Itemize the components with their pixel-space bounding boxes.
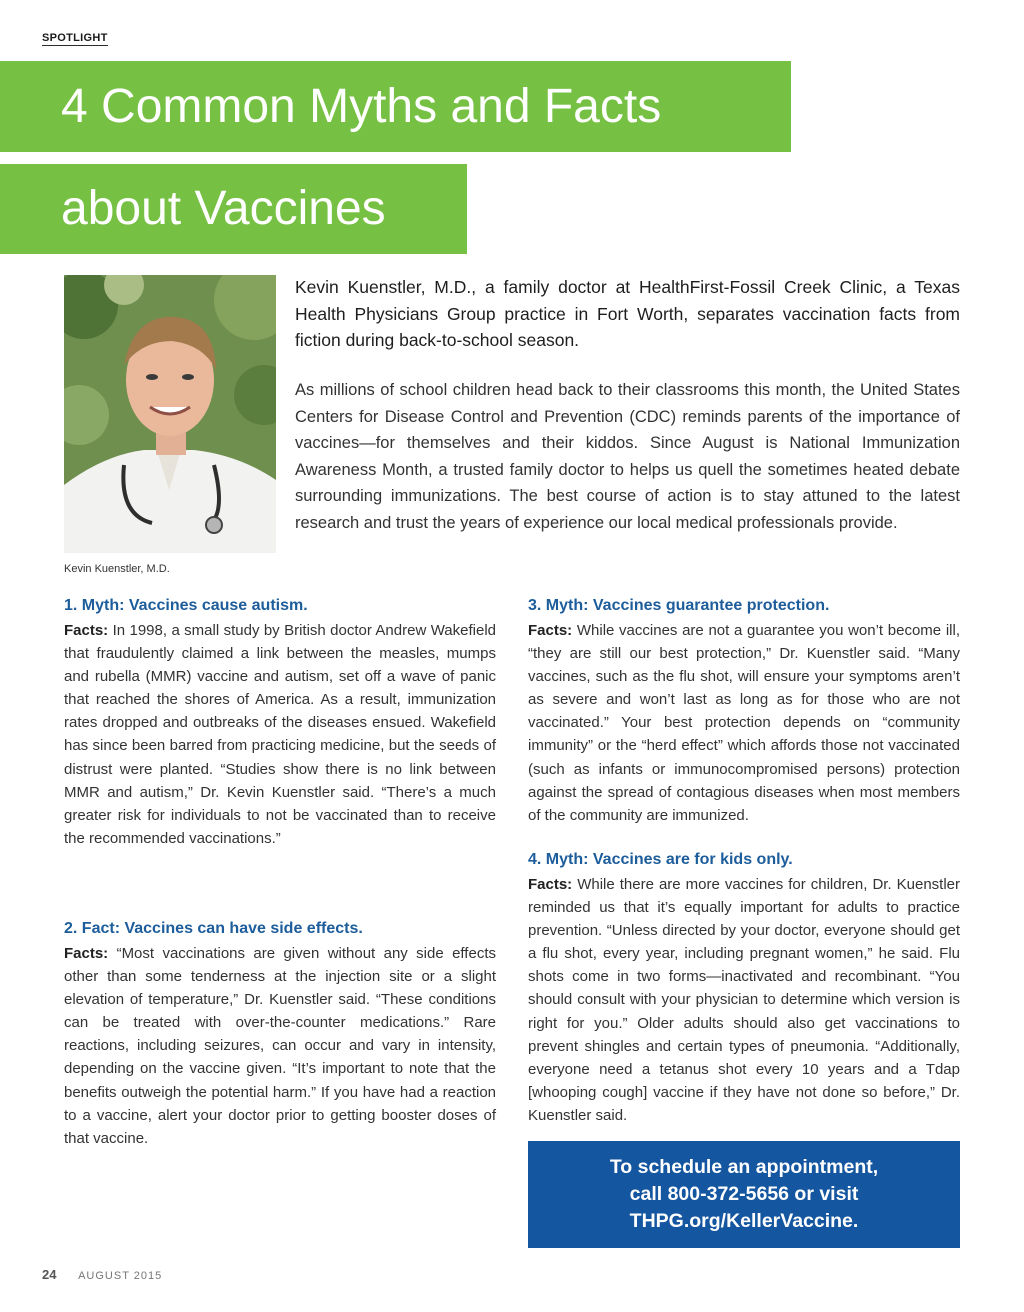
article-section xyxy=(528,850,960,1127)
appointment-callout xyxy=(528,1141,960,1248)
article-section xyxy=(528,596,960,827)
section-body xyxy=(528,873,960,1127)
section-body xyxy=(64,619,496,850)
facts-label: Facts: xyxy=(528,622,573,639)
section-label: SPOTLIGHT xyxy=(42,32,108,44)
facts-label: Facts: xyxy=(64,945,109,962)
issue-date: AUGUST 2015 xyxy=(78,1270,163,1282)
page-footer xyxy=(42,1267,162,1282)
section-heading: 1. Myth: Vaccines cause autism. xyxy=(64,597,308,614)
section-text: While vaccines are not a guarantee you won’t become ill, “they are still our best protection,” Dr. Kuenstler said. “Many vaccines, such as the flu shot, will ensure your symptoms aren’t as severe and won’t last as long as for those who are not vaccinated.” Your best protection depends on “community immunity” or the “herd effect” which affords those not vaccinated (such as infants or immunocompromised persons) protection against the spread of contagious diseases when most members of the community are immunized. xyxy=(528,622,960,824)
section-heading: 4. Myth: Vaccines are for kids only. xyxy=(528,851,793,868)
page-title-line-1: 4 Common Myths and Facts xyxy=(0,61,791,152)
section-heading: 2. Fact: Vaccines can have side effects. xyxy=(64,920,363,937)
photo-caption: Kevin Kuenstler, M.D. xyxy=(64,563,170,575)
intro-lead: Kevin Kuenstler, M.D., a family doctor at HealthFirst-Fossil Creek Clinic, a Texas Health Physicians Group practice in Fort Worth, separates vaccination facts from fiction during back-to-school season. xyxy=(295,277,960,350)
intro-body: As millions of school children head back to their classrooms this month, the United States Centers for Disease Control and Prevention (CDC) reminds parents of the importance of vaccines—for themselves and their kiddos. Since August is National Immunization Awareness Month, a trusted family doctor to helps us quell the sometimes heated debate surrounding immunizations. The best course of action is to stay attuned to the latest research and trust the years of experience our local medical professionals provide. xyxy=(295,381,960,532)
facts-label: Facts: xyxy=(528,876,573,893)
section-text: In 1998, a small study by British doctor Andrew Wakefield that fraudulently claimed a link between the measles, mumps and rubella (MMR) vaccine and autism, set off a wave of panic that reached the shores of America. As a result, immunization rates dropped and outbreaks of the diseases ensued. Wakefield has since been barred from practicing medicine, but the seeds of distrust were planted. “Studies show there is no link between MMR and autism,” Dr. Kevin Kuenstler said. “There’s a much greater risk for individuals to not be vaccinated than to receive the recommended vaccinations.” xyxy=(64,622,496,847)
section-body xyxy=(528,619,960,827)
article-section xyxy=(64,919,496,1150)
section-heading: 3. Myth: Vaccines guarantee protection. xyxy=(528,597,830,614)
section-text: “Most vaccinations are given without any side effects other than some tenderness at the injection site or a slight elevation of temperature,” Dr. Kuenstler said. “These conditions can be treated with over-the-counter medications.” Rare reactions, including seizures, can occur and vary in intensity, depending on the vaccine given. “It’s important to note that the benefits outweigh the potential harm.” If you have had a reaction to a vaccine, alert your doctor prior to getting booster doses of that vaccine. xyxy=(64,945,496,1147)
cta-line-2: call 800-372-5656 or visit xyxy=(629,1183,859,1205)
facts-label: Facts: xyxy=(64,622,109,639)
doctor-photo xyxy=(64,275,276,553)
article-section xyxy=(64,596,496,850)
section-body xyxy=(64,942,496,1150)
cta-link[interactable]: THPG.org/KellerVaccine. xyxy=(629,1210,859,1232)
page-number: 24 xyxy=(42,1267,57,1282)
section-text: While there are more vaccines for children, Dr. Kuenstler reminded us that it’s equally important for adults to practice prevention. “Unless directed by your doctor, everyone should get a flu shot, every year, including pregnant women,” he said. Flu shots come in two forms—inactivated and recombinant. “You should consult with your physician to determine which version is right for you.” Older adults should also get vaccinations to prevent shingles and certain types of pneumonia. “Additionally, everyone need a tetanus shot every 10 years and a Tdap [whooping cough] vaccine if they have not done so before,” Dr. Kuenstler said. xyxy=(528,876,960,1124)
cta-line-1: To schedule an appointment, xyxy=(609,1156,879,1178)
page-title-line-2: about Vaccines xyxy=(0,164,467,254)
